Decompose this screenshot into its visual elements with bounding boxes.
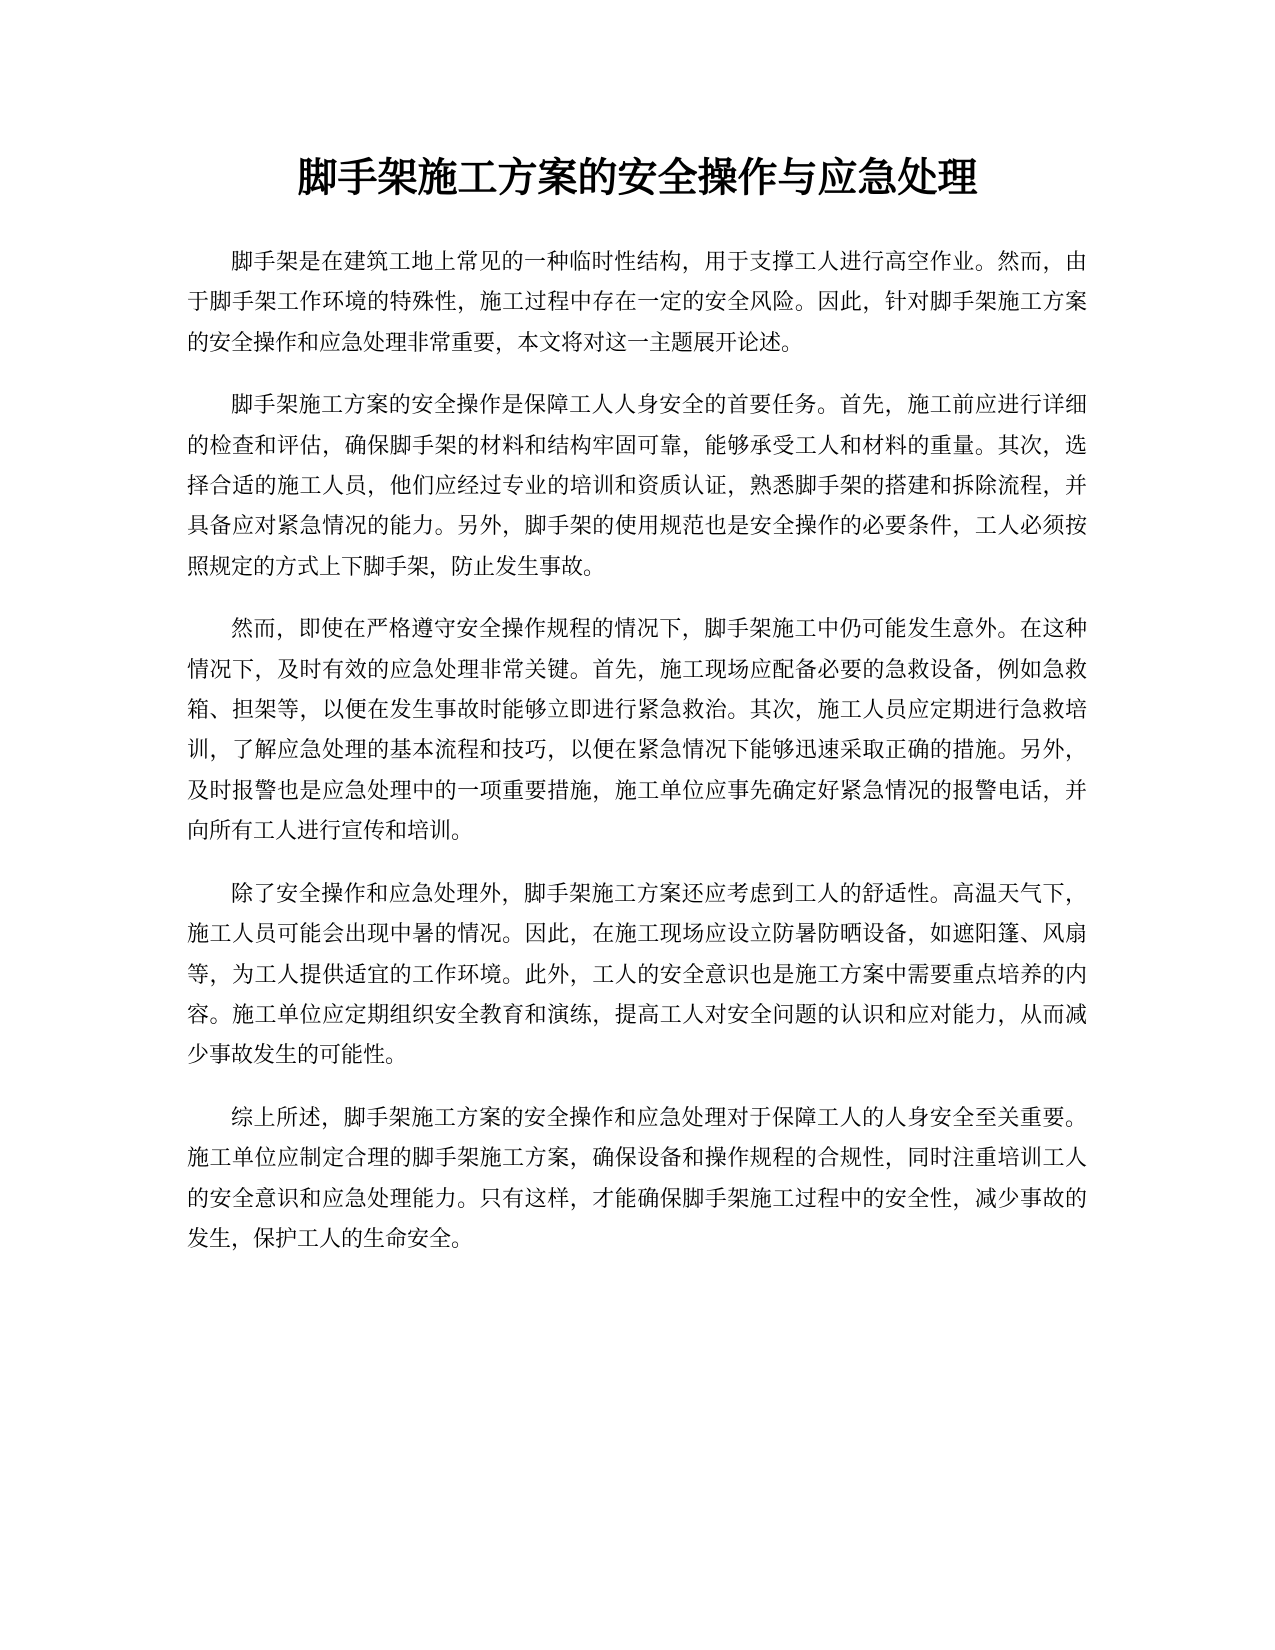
paragraph-5: 综上所述，脚手架施工方案的安全操作和应急处理对于保障工人的人身安全至关重要。施工单位应制定合理的脚手架施工方案，确保设备和操作规程的合规性，同时注重培训工人的安全意识和应急处理能力。只有这样，才能确保脚手架施工过程中的安全性，减少事故的发生，保护工人的生命安全。	[187, 1105, 1087, 1252]
document-title: 脚手架施工方案的安全操作与应急处理	[297, 155, 978, 201]
paragraph-4: 除了安全操作和应急处理外，脚手架施工方案还应考虑到工人的舒适性。高温天气下，施工人员可能会出现中暑的情况。因此，在施工现场应设立防暑防晒设备，如遮阳篷、风扇等，为工人提供适宜的工作环境。此外，工人的安全意识也是施工方案中需要重点培养的内容。施工单位应定期组织安全教育和演练，提高工人对安全问题的认识和应对能力，从而减少事故发生的可能性。	[187, 881, 1087, 1069]
document-body	[187, 243, 1087, 1282]
paragraph-1: 脚手架是在建筑工地上常见的一种临时性结构，用于支撑工人进行高空作业。然而，由于脚手架工作环境的特殊性，施工过程中存在一定的安全风险。因此，针对脚手架施工方案的安全操作和应急处理非常重要，本文将对这一主题展开论述。	[187, 250, 1087, 356]
paragraph-3: 然而，即使在严格遵守安全操作规程的情况下，脚手架施工中仍可能发生意外。在这种情况下，及时有效的应急处理非常关键。首先，施工现场应配备必要的急救设备，例如急救箱、担架等，以便在发生事故时能够立即进行紧急救治。其次，施工人员应定期进行急救培训，了解应急处理的基本流程和技巧，以便在紧急情况下能够迅速采取正确的措施。另外，及时报警也是应急处理中的一项重要措施，施工单位应事先确定好紧急情况的报警电话，并向所有工人进行宣传和培训。	[187, 617, 1087, 845]
paragraph-2: 脚手架施工方案的安全操作是保障工人人身安全的首要任务。首先，施工前应进行详细的检查和评估，确保脚手架的材料和结构牢固可靠，能够承受工人和材料的重量。其次，选择合适的施工人员，他们应经过专业的培训和资质认证，熟悉脚手架的搭建和拆除流程，并具备应对紧急情况的能力。另外，脚手架的使用规范也是安全操作的必要条件，工人必须按照规定的方式上下脚手架，防止发生事故。	[187, 393, 1087, 580]
